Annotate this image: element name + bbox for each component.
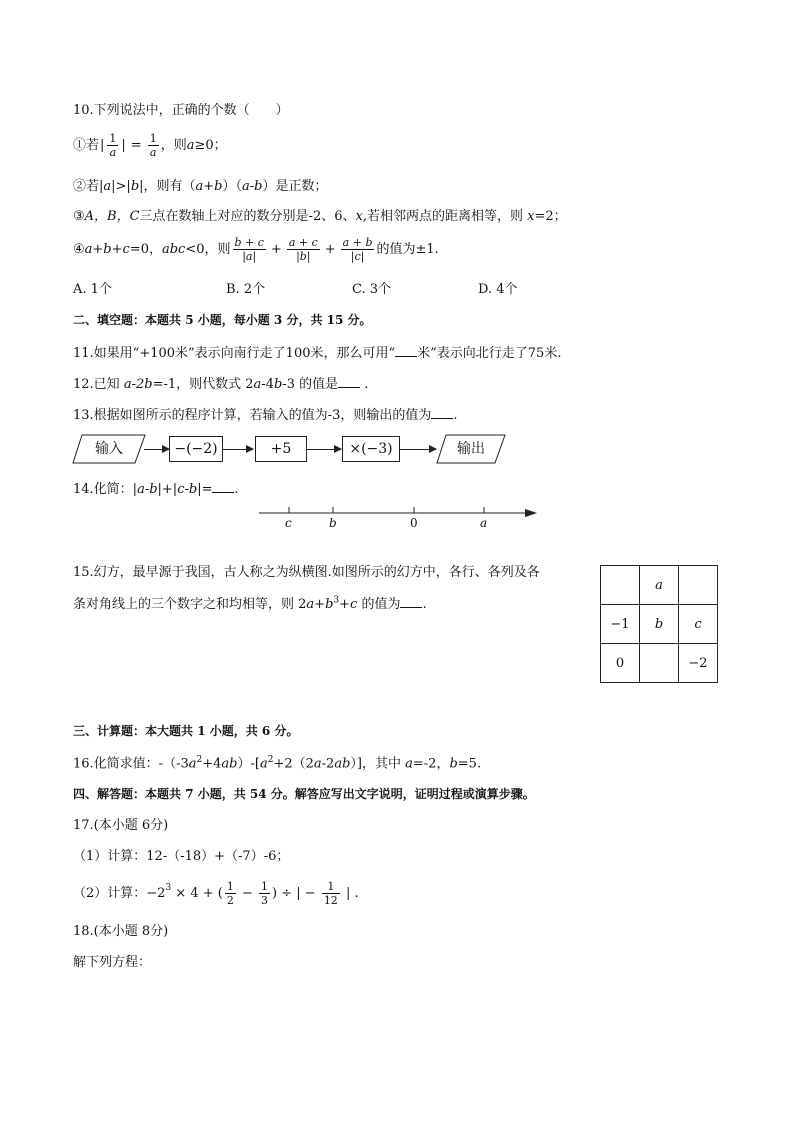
number-line (255, 502, 540, 532)
axis-label-a: a (480, 516, 488, 530)
cell: −1 (601, 605, 640, 644)
q17-part-1: （1）计算：12-（-18）+（-7）-6； (73, 849, 290, 864)
cell (640, 644, 679, 683)
section-4-heading: 四、解答题：本题共 7 小题，共 54 分。解答应写出文字说明，证明过程或演算步骤。 (73, 787, 535, 801)
flow-step-2: +5 (255, 436, 307, 462)
cell: b (640, 605, 679, 644)
fraction: $\frac{1}{a}$ (109, 132, 117, 159)
fraction: $\frac{1}{a}$ (149, 132, 157, 159)
q10-statement-1: ①若 | $\frac{1}{a}$ | = $\frac{1}{a}$ ，则 a ≥0； (73, 132, 227, 159)
cell: a (640, 566, 679, 605)
axis-label-b: b (329, 516, 337, 530)
flow-step-1: −(−2) (169, 436, 223, 462)
q15-line-2: 条对角线上的三个数字之和均相等，则 $2a+b^3+c$ 的值为 . (73, 595, 427, 612)
fraction: $\frac{a + b}{|c|}$ (342, 236, 373, 263)
fraction: $\frac{1}{12}$ (323, 880, 338, 907)
q18-heading: 18.(本小题 8分) (73, 924, 169, 939)
fraction: $\frac{a + c}{|b|}$ (288, 236, 318, 263)
answer-blank (431, 407, 453, 419)
cell: −2 (679, 644, 718, 683)
answer-blank (212, 481, 234, 493)
q10-stem: 10.下列说法中，正确的个数（ ） (73, 103, 289, 118)
section-2-heading: 二、填空题：本题共 5 小题，每小题 3 分，共 15 分。 (73, 313, 372, 327)
q10-statement-2: ②若|a|>|b|，则有（a+b）（a-b）是正数； (73, 179, 328, 194)
cell: 0 (601, 644, 640, 683)
flow-input-label: 输入 (95, 441, 123, 457)
q10-option-b: B. 2个 (226, 282, 266, 297)
flow-step-3: ×(−3) (342, 436, 400, 462)
q13: 13.根据如图所示的程序计算，若输入的值为-3，则输出的值为 . (73, 408, 458, 423)
section-3-heading: 三、计算题：本大题共 1 小题，共 6 分。 (73, 724, 299, 738)
q10-option-a: A. 1个 (73, 282, 112, 297)
cell: c (679, 605, 718, 644)
fraction: $\frac{b + c}{|a|}$ (234, 236, 264, 263)
axis-label-c: c (285, 516, 292, 530)
axis-label-zero: 0 (410, 516, 418, 530)
q16: 16.化简求值：$-(-3a^2+4ab)-[a^2+2(2a-2ab)]$，其中 a=-2，b=5. (73, 755, 482, 772)
arrow-right-icon (144, 449, 169, 450)
q14: 14.化简：|a-b|+|c-b|= . (73, 482, 239, 497)
answer-blank (400, 596, 422, 608)
q12: 12.已知 a-2b=-1，则代数式 2a-4b-3 的值是 . (73, 377, 369, 392)
magic-square (600, 565, 718, 683)
arrow-right-icon (400, 449, 436, 450)
q10-option-d: D. 4个 (478, 282, 518, 297)
answer-blank (395, 345, 417, 357)
cell (601, 566, 640, 605)
arrow-right-icon (307, 449, 341, 450)
q10-statement-4: ④ a+b+c =0， abc <0，则 $\frac{b + c}{|a|}$ + $\frac{a + c}{|b|}$ + $\frac{a + b}{|c|}$ 的值为±1. (73, 236, 439, 263)
q10-statement-3: ③A，B，C三点在数轴上对应的数分别是-2、6、x,若相邻两点的距离相等，则 x=2； (73, 209, 567, 224)
q11: 11.如果用“+100米”表示向南行走了100米，那么可用“ 米”表示向北行走了75米. (73, 346, 562, 361)
q10-option-c: C. 3个 (352, 282, 392, 297)
q17-heading: 17.(本小题 6分) (73, 818, 169, 833)
arrow-right-icon (223, 449, 253, 450)
fraction: $\frac{1}{3}$ (261, 880, 269, 907)
fraction: $\frac{1}{2}$ (226, 880, 234, 907)
flow-output-label: 输出 (457, 441, 485, 457)
q15-line-1: 15.幻方，最早源于我国，古人称之为纵横图.如图所示的幻方中，各行、各列及各 (73, 565, 540, 580)
q18-body: 解下列方程： (73, 955, 152, 970)
q17-part-2: （2）计算： −2 $^3$ × 4 + ( $\frac{1}{2}$ − $\frac{1}{3}$ ) ÷ | − $\frac{1}{12}$ | . (73, 880, 359, 907)
answer-blank (338, 376, 360, 388)
cell (679, 566, 718, 605)
